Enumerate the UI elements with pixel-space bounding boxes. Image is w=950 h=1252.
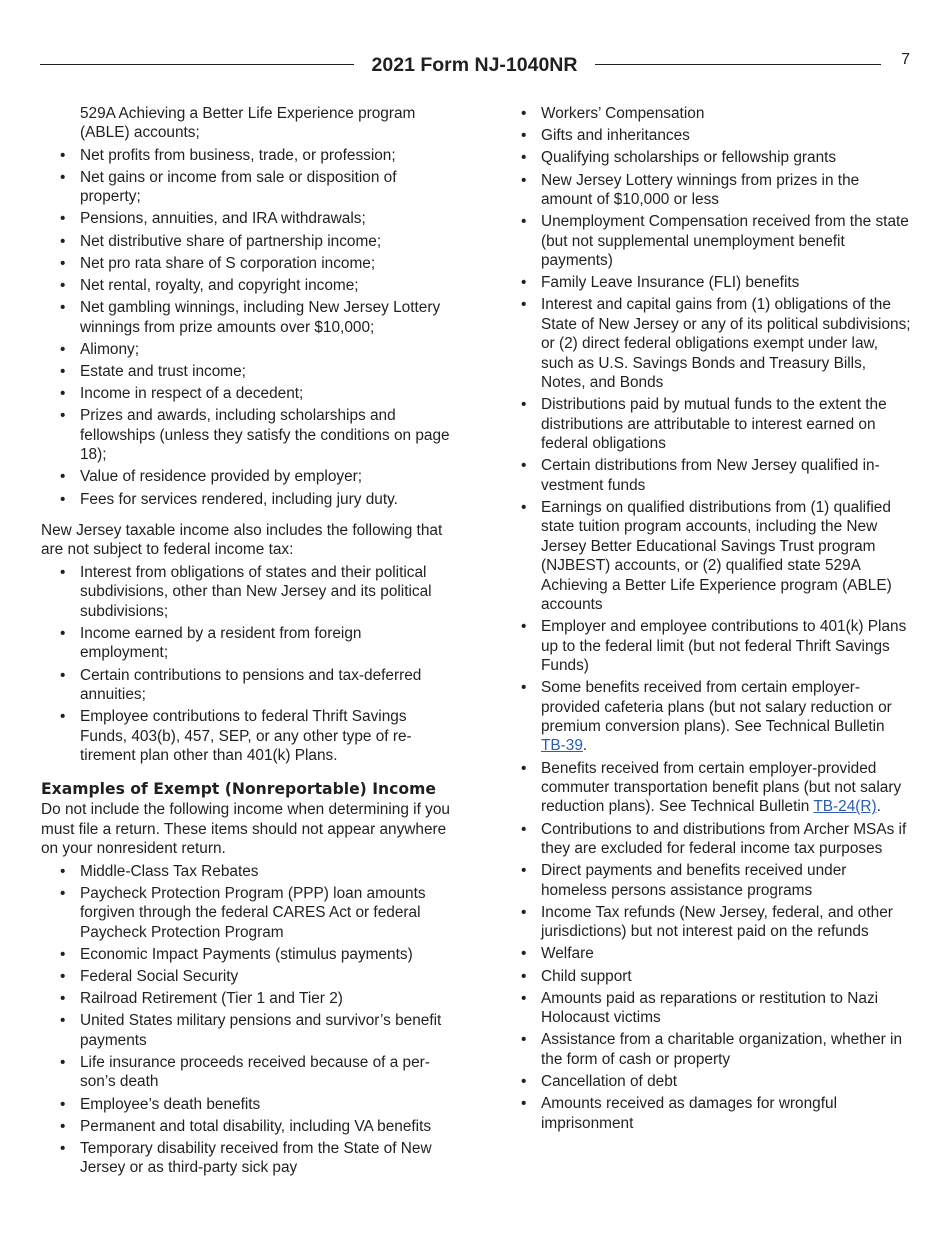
list-item: [41, 1011, 451, 1050]
list-item-text: Earnings on qualified distributions from (1) qualified state tuition program accounts, including the New Jersey Better Educational Savings Trust program (NJBEST) accounts, or (2) qualified state 529A Achieving a Better Life Experience program (ABLE) accounts: [541, 498, 892, 613]
bullet-icon: •: [521, 759, 527, 777]
list-item-text: Some benefits received from certain employer-provided cafeteria plans (but not salary reduction or premium conversion plans). See Technical Bulletin: [541, 679, 892, 735]
bullet-icon: •: [60, 945, 66, 963]
list-item: [41, 232, 451, 251]
list-item-text: Prizes and awards, including scholarships and fellowships (unless they satisfy the conditions on page 18);: [80, 407, 450, 464]
header-rule-right: [595, 64, 881, 65]
bullet-icon: •: [60, 468, 66, 486]
bullet-icon: •: [60, 299, 66, 317]
list-item-text: Interest and capital gains from (1) obligations of the State of New Jersey or any of its political subdivisions; or (2) direct federal obligations exempt under law, such as U.S. Savings Bonds and Treasury Bills, Notes, and Bonds: [541, 296, 911, 392]
bullet-icon: •: [60, 624, 66, 642]
list-item-text: Net pro rata share of S corporation income;: [80, 254, 376, 272]
bullet-icon: •: [60, 1054, 66, 1071]
list-item: [41, 146, 451, 165]
list-item: [41, 862, 451, 881]
list-item: [502, 1094, 912, 1133]
bullet-icon: •: [60, 666, 66, 684]
list-item-text: Employer and employee contributions to 401(k) Plans up to the federal limit (but not federal Thrift Savings Funds): [541, 618, 907, 674]
list-item: [41, 406, 451, 464]
list-item-text: Alimony;: [80, 340, 140, 358]
bullet-icon: •: [521, 105, 527, 122]
list-item-text: Assistance from a charitable organization, whether in the form of cash or property: [541, 1031, 903, 1068]
list-item-text: Employee’s death benefits: [80, 1095, 261, 1113]
list-item: [41, 467, 451, 486]
tb-24r-link[interactable]: TB-24(R): [813, 798, 877, 816]
list-item: [502, 212, 912, 270]
list-item: [502, 820, 912, 859]
list-item: [41, 254, 451, 273]
list-item-text: Interest from obligations of states and their political subdivisions, other than New Jersey and its political subdivisions;: [80, 563, 432, 620]
list-item-text: Fees for services rendered, including jury duty.: [80, 490, 398, 508]
bullet-icon: •: [60, 708, 66, 726]
bullet-icon: •: [60, 407, 66, 425]
bullet-icon: •: [60, 1095, 66, 1113]
list-item-text: Net distributive share of partnership income;: [80, 232, 382, 250]
list-item: [502, 1072, 912, 1091]
continued-list-item: 529A Achieving a Better Life Experience program (ABLE) accounts;: [80, 105, 416, 142]
bullet-icon: •: [60, 168, 66, 186]
list-item-text: Temporary disability received from the State of New Jersey or as third-party sick pay: [80, 1140, 432, 1177]
list-item-text: Direct payments and benefits received under homeless persons assistance programs: [541, 862, 847, 899]
list-item: [502, 273, 912, 292]
bullet-icon: •: [521, 862, 527, 880]
bullet-icon: •: [60, 1012, 66, 1030]
exempt-intro-paragraph: Do not include the following income when determining if you must file a return. These items should not appear anywhere on your nonresident return.: [41, 801, 450, 858]
list-item-text: Net gambling winnings, including New Jersey Lottery winnings from prize amounts over $10,000;: [80, 299, 441, 336]
bullet-icon: •: [521, 618, 527, 636]
list-item-text: Cancellation of debt: [541, 1073, 678, 1091]
list-item: [41, 1095, 451, 1114]
list-item-text: Paycheck Protection Program (PPP) loan amounts forgiven through the federal CARES Act or federal Paycheck Protection Program: [80, 884, 426, 941]
list-item: [502, 989, 912, 1028]
bullet-icon: •: [521, 296, 527, 314]
list-item: [502, 903, 912, 942]
list-item: [41, 563, 451, 621]
bullet-icon: •: [521, 820, 527, 838]
list-item: [41, 1139, 451, 1178]
list-item: [41, 298, 451, 337]
bullet-icon: •: [521, 127, 527, 145]
list-item-text: Railroad Retirement (Tier 1 and Tier 2): [80, 990, 343, 1008]
list-item: [502, 171, 912, 210]
bullet-icon: •: [521, 679, 527, 697]
list-item: [41, 1053, 451, 1092]
bullet-icon: •: [60, 490, 66, 508]
list-item-punctuation: .: [876, 798, 881, 816]
header-rule-left: [40, 64, 354, 65]
list-item-text: Net gains or income from sale or disposition of property;: [80, 168, 397, 206]
bullet-icon: •: [521, 967, 527, 985]
list-item-text: Unemployment Compensation received from the state (but not supplemental unemployment benefit payments): [541, 213, 909, 270]
list-item-text: Income Tax refunds (New Jersey, federal, and other jurisdictions) but not interest paid on the refunds: [541, 903, 893, 941]
tb-39-link[interactable]: TB-39: [541, 737, 583, 755]
bullet-icon: •: [521, 1031, 527, 1049]
list-item-text: Life insurance proceeds received because of a person’s death: [80, 1054, 430, 1091]
not-federal-paragraph: New Jersey taxable income also includes the following that are not subject to federal income tax:: [41, 522, 443, 559]
list-item: [502, 456, 912, 495]
list-item: [41, 362, 451, 381]
list-item-text: Middle-Class Tax Rebates: [80, 862, 259, 880]
list-item-text: Child support: [541, 967, 632, 985]
list-item: [502, 678, 912, 756]
list-item: [502, 395, 912, 453]
taxable-income-list: [41, 146, 451, 509]
list-item-text: Amounts paid as reparations or restitution to Nazi Holocaust victims: [541, 989, 879, 1027]
list-item-text: Benefits received from certain employer-provided commuter transportation benefit plans (but not salary reduction plans). See Technical Bulletin: [541, 759, 902, 816]
list-item: [41, 490, 451, 509]
bullet-icon: •: [521, 457, 527, 475]
bullet-icon: •: [60, 210, 66, 228]
bullet-icon: •: [521, 274, 527, 292]
list-item-text: New Jersey Lottery winnings from prizes in the amount of $10,000 or less: [541, 171, 860, 209]
bullet-icon: •: [60, 1140, 66, 1158]
list-item-text: Value of residence provided by employer;: [80, 468, 363, 486]
list-item-text: Pensions, annuities, and IRA withdrawals;: [80, 210, 366, 228]
bullet-icon: •: [521, 396, 527, 414]
list-item: [41, 884, 451, 942]
bullet-icon: •: [60, 1117, 66, 1135]
list-item-text: Income earned by a resident from foreign employment;: [80, 624, 362, 662]
list-item: [502, 944, 912, 963]
list-item: [502, 617, 912, 675]
list-item: [502, 126, 912, 145]
list-item: [502, 498, 912, 614]
list-item-text: Estate and trust income;: [80, 363, 246, 381]
bullet-icon: •: [60, 277, 66, 295]
list-item-text: Amounts received as damages for wrongful imprisonment: [541, 1095, 837, 1132]
exempt-income-list: [41, 862, 451, 1178]
bullet-icon: •: [60, 967, 66, 985]
list-item-text: Net profits from business, trade, or profession;: [80, 146, 396, 164]
list-item: [502, 861, 912, 900]
list-item: [502, 759, 912, 817]
list-item-text: Gifts and inheritances: [541, 127, 690, 145]
bullet-icon: •: [521, 903, 527, 921]
page-header: [40, 52, 910, 78]
list-item: [41, 624, 451, 663]
bullet-icon: •: [521, 945, 527, 963]
list-item: [41, 209, 451, 228]
list-item-text: Workers’ Compensation: [541, 105, 705, 122]
bullet-icon: •: [60, 563, 66, 581]
bullet-icon: •: [60, 146, 66, 164]
list-item-text: Family Leave Insurance (FLI) benefits: [541, 274, 800, 292]
bullet-icon: •: [60, 990, 66, 1008]
list-item: [41, 967, 451, 986]
bullet-icon: •: [60, 232, 66, 250]
exempt-income-heading: Examples of Exempt (Nonreportable) Income: [41, 780, 436, 799]
list-item-text: Qualifying scholarships or fellowship grants: [541, 149, 837, 167]
list-item: [41, 707, 451, 765]
list-item: [41, 1117, 451, 1136]
page-title: 2021 Form NJ-1040NR: [371, 54, 578, 76]
list-item-text: Income in respect of a decedent;: [80, 385, 304, 403]
list-item-text: Welfare: [541, 945, 594, 963]
list-item: [502, 295, 912, 392]
bullet-icon: •: [521, 989, 527, 1007]
left-column: [41, 104, 451, 1181]
list-item: [41, 276, 451, 295]
exempt-income-list-continued: [502, 104, 912, 1133]
list-item: [41, 945, 451, 964]
bullet-icon: •: [60, 254, 66, 272]
additional-taxable-list: [41, 563, 451, 765]
list-item: [41, 168, 451, 207]
right-column: [502, 104, 912, 1136]
bullet-icon: •: [521, 213, 527, 231]
list-item: [41, 340, 451, 359]
list-item: [502, 967, 912, 986]
bullet-icon: •: [521, 498, 527, 516]
list-item: [502, 104, 912, 123]
bullet-icon: •: [521, 149, 527, 167]
list-item-text: Economic Impact Payments (stimulus payments): [80, 945, 413, 963]
bullet-icon: •: [60, 884, 66, 902]
list-item-text: United States military pensions and survivor’s benefit payments: [80, 1012, 442, 1049]
page-number: 7: [901, 51, 910, 68]
list-item: [41, 989, 451, 1008]
bullet-icon: •: [60, 363, 66, 381]
list-item-text: Certain distributions from New Jersey qualified investment funds: [541, 457, 880, 494]
list-item-text: Federal Social Security: [80, 967, 239, 985]
list-item: [502, 1030, 912, 1069]
list-item: [41, 384, 451, 403]
list-item-text: Employee contributions to federal Thrift Savings Funds, 403(b), 457, SEP, or any other type of retirement plan other than 401(k) Plans.: [80, 708, 412, 764]
bullet-icon: •: [60, 385, 66, 403]
bullet-icon: •: [60, 340, 66, 358]
list-item-text: Permanent and total disability, including VA benefits: [80, 1117, 432, 1135]
bullet-icon: •: [521, 171, 527, 189]
list-item-text: Contributions to and distributions from Archer MSAs if they are excluded for federal income tax purposes: [541, 820, 907, 857]
list-item-text: Net rental, royalty, and copyright income;: [80, 277, 359, 295]
bullet-icon: •: [521, 1073, 527, 1091]
list-item-text: Distributions paid by mutual funds to the extent the distributions are attributable to interest earned on federal obligations: [541, 396, 887, 453]
bullet-icon: •: [521, 1095, 527, 1113]
list-item-punctuation: .: [582, 737, 588, 755]
list-item: [502, 148, 912, 167]
bullet-icon: •: [60, 862, 66, 880]
list-item-text: Certain contributions to pensions and tax-deferred annuities;: [80, 666, 422, 703]
list-item: [41, 666, 451, 705]
